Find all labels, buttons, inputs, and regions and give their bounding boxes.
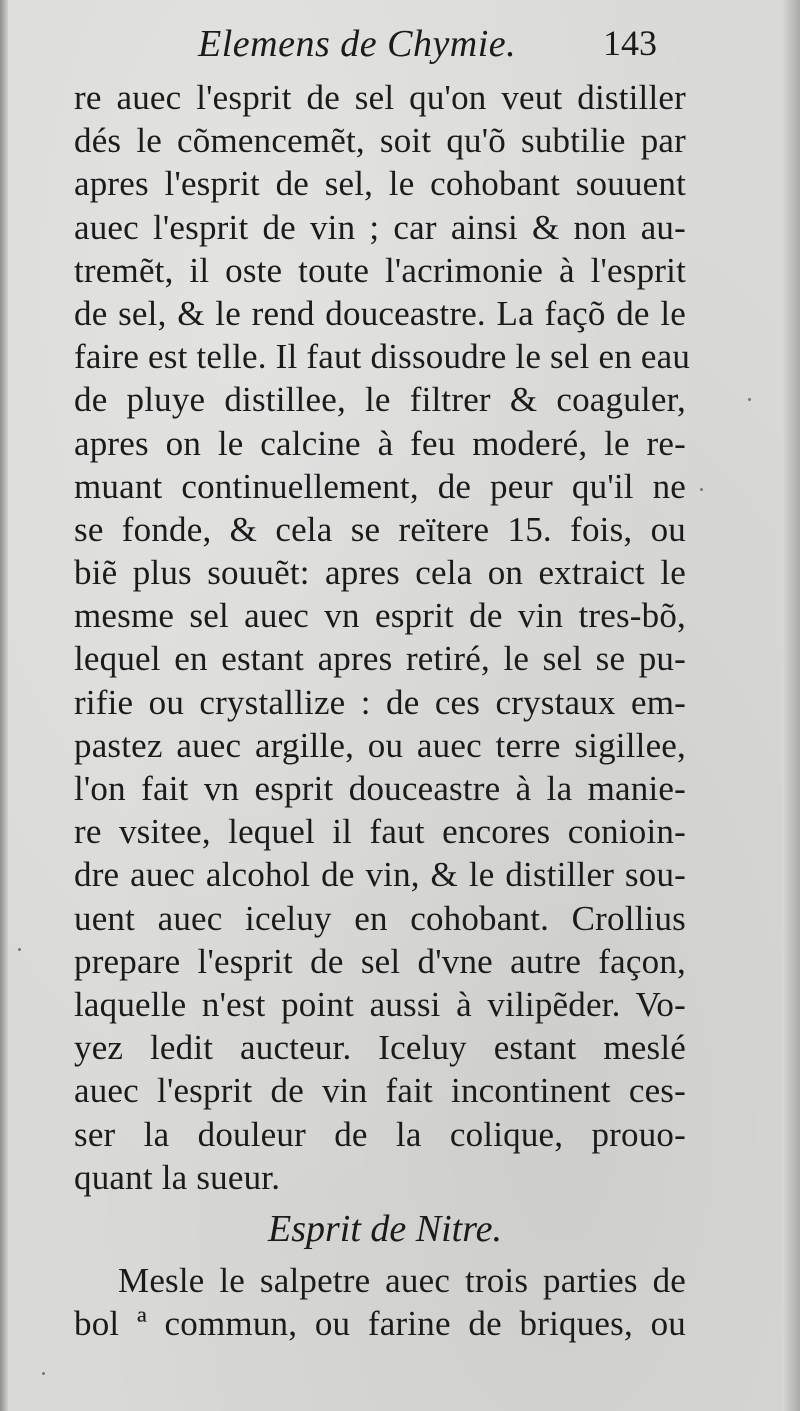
text-line: prepare l'esprit de sel d'vne autre façon, [74,941,686,981]
text-line: auec l'esprit de vin ; car ainsi & non au- [74,207,686,247]
text-line: bol ª commun, ou farine de briques, ou [74,1304,686,1344]
page-left-edge [0,0,8,1411]
text-line: de pluye distillee, le filtrer & coaguler, [74,380,686,420]
text-line: laquelle n'est point aussi à vilipẽder. Vo- [74,984,686,1024]
text-line: dre auec alcohol de vin, & le distiller sou- [74,855,686,895]
text-line: ser la douleur de la colique, prouo- [74,1114,686,1154]
paragraph-2 [74,1259,686,1345]
text-line: se fonde, & cela se reïtere 15. fois, ou [74,509,686,549]
page-number: 143 [603,23,657,63]
text-line: re auec l'esprit de sel qu'on veut distiller [74,78,686,117]
text-line: mesme sel auec vn esprit de vin tres-bõ, [74,596,686,636]
running-title: Elemens de Chymie. [198,23,517,65]
text-line: l'on fait vn esprit douceastre à la manie- [74,769,686,808]
text-line: yez ledit aucteur. Iceluy estant meslé [74,1028,686,1068]
text-line: quant la sueur. [74,1157,281,1197]
paper-speck [700,488,703,491]
text-line: tremẽt, il oste toute l'acrimonie à l'esprit [74,250,686,290]
text-line: de sel, & le rend douceastre. La façõ de le [74,293,686,333]
text-line: biẽ plus souuẽt: apres cela on extraict le [74,553,686,593]
paper-speck [18,948,21,951]
text-line: faire est telle. Il faut dissoudre le sel en eau [74,337,691,377]
text-line: apres on le calcine à feu moderé, le re- [74,423,686,463]
section-heading: Esprit de Nitre. [268,1207,502,1250]
body-text [74,76,691,1345]
text-line: rifie ou crystallize : de ces crystaux em- [74,682,686,722]
text-line: lequel en estant apres retiré, le sel se pu- [74,639,686,679]
text-line: pastez auec argille, ou auec terre sigillee, [74,725,686,765]
paper-speck [42,1372,45,1375]
text-line: dés le cõmencemẽt, soit qu'õ subtilie par [74,121,686,161]
paper-speck [748,398,751,401]
text-line: auec l'esprit de vin fait incontinent ces- [74,1071,686,1111]
text-line: uent auec iceluy en cohobant. Crollius [74,898,686,938]
text-line: Mesle le salpetre auec trois parties de [118,1260,686,1300]
text-line: apres l'esprit de sel, le cohobant souuent [74,164,686,204]
text-line: re vsitee, lequel il faut encores conioin- [74,812,686,852]
text-line: muant continuellement, de peur qu'il ne [74,466,686,506]
page-right-edge [782,0,800,1411]
page-header [0,18,800,72]
paragraph-1 [74,76,691,1199]
